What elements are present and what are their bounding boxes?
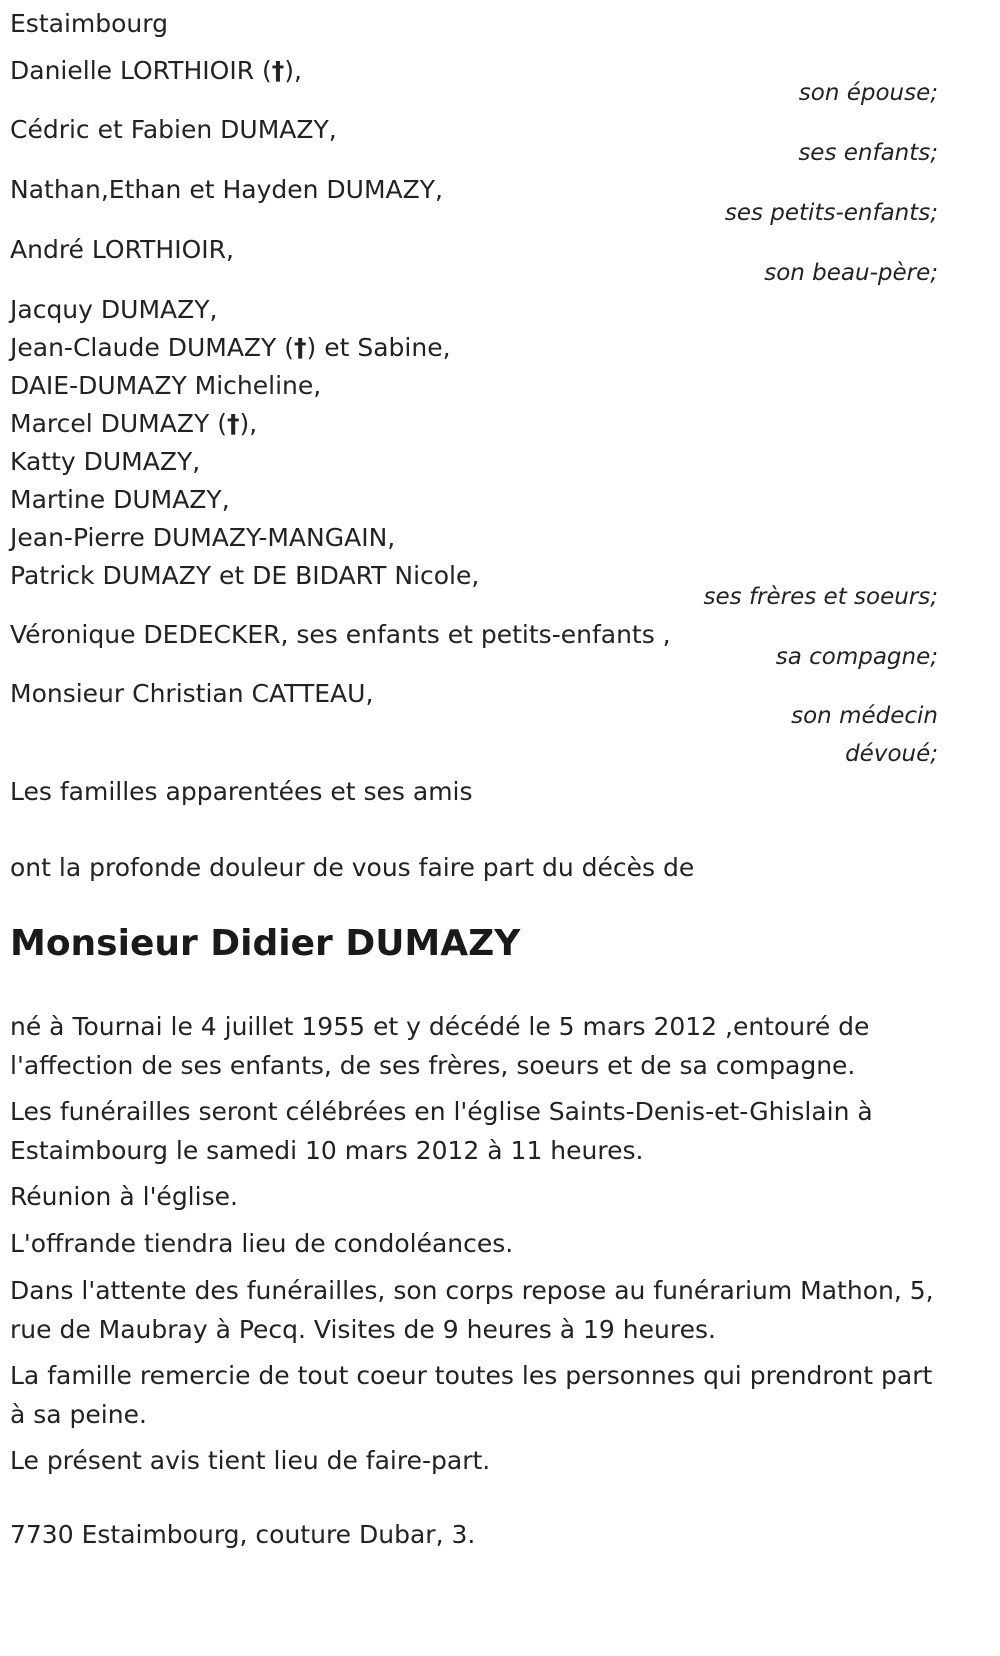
partner-role: sa compagne;	[775, 644, 938, 670]
partner-names: Véronique DEDECKER, ses enfants et petits-enfants ,	[10, 620, 671, 649]
sibling-martine: Martine DUMAZY,	[10, 485, 230, 514]
funeral-paragraph: Les funérailles seront célébrées en l'église Saints-Denis-et-Ghislain à Estaimbourg le samedi 10 mars 2012 à 11 heures.	[10, 1097, 873, 1165]
doctor-role-line-1: son médecin	[791, 703, 938, 729]
town-heading: Estaimbourg	[10, 9, 168, 38]
sibling-jean-pierre: Jean-Pierre DUMAZY-MANGAIN,	[10, 523, 396, 552]
deceased-name: Monsieur Didier DUMAZY	[10, 923, 521, 964]
sibling-jacquy: Jacquy DUMAZY,	[10, 295, 218, 324]
children-role: ses enfants;	[798, 140, 938, 166]
cross-icon: †	[226, 409, 240, 438]
spouse-name: Danielle LORTHIOIR (	[10, 56, 272, 85]
offering-paragraph: L'offrande tiendra lieu de condoléances.	[10, 1229, 514, 1258]
grandchildren-names: Nathan,Ethan et Hayden DUMAZY,	[10, 175, 443, 204]
father-in-law-role: son beau-père;	[764, 260, 938, 286]
meeting-paragraph: Réunion à l'église.	[10, 1182, 238, 1211]
spouse-role: son épouse;	[798, 80, 938, 106]
notice-paragraph: Le présent avis tient lieu de faire-part.	[10, 1446, 491, 1475]
sibling-marcel	[10, 406, 257, 442]
sibling-katty: Katty DUMAZY,	[10, 447, 201, 476]
sibling-micheline: DAIE-DUMAZY Micheline,	[10, 371, 322, 400]
sibling-marcel-end: ),	[239, 409, 258, 438]
families-line: Les familles apparentées et ses amis	[10, 777, 473, 806]
sibling-patrick: Patrick DUMAZY et DE BIDART Nicole,	[10, 561, 480, 590]
funerarium-paragraph: Dans l'attente des funérailles, son corps repose au funérarium Mathon, 5, rue de Maubray à Pecq. Visites de 9 heures à 19 heures.	[10, 1276, 934, 1344]
sibling-jean-claude-end: ) et Sabine,	[306, 333, 451, 362]
thanks-paragraph: La famille remercie de tout coeur toutes les personnes qui prendront part à sa peine.	[10, 1361, 933, 1429]
grandchildren-role: ses petits-enfants;	[724, 200, 938, 226]
spouse-names	[10, 53, 302, 89]
cross-icon: †	[294, 333, 307, 362]
spouse-name-end: ),	[284, 56, 302, 85]
siblings-role: ses frères et soeurs;	[703, 584, 938, 610]
sibling-jean-claude	[10, 330, 451, 366]
sibling-jean-claude-name: Jean-Claude DUMAZY (	[10, 333, 295, 362]
doctor-role-line-2: dévoué;	[845, 741, 938, 767]
announcement-line: ont la profonde douleur de vous faire part du décès de	[10, 853, 695, 882]
address-line: 7730 Estaimbourg, couture Dubar, 3.	[10, 1520, 476, 1549]
children-names: Cédric et Fabien DUMAZY,	[10, 115, 337, 144]
doctor-name: Monsieur Christian CATTEAU,	[10, 679, 374, 708]
cross-icon: †	[271, 56, 285, 85]
birth-death-paragraph: né à Tournai le 4 juillet 1955 et y décédé le 5 mars 2012 ,entouré de l'affection de ses enfants, de ses frères, soeurs et de sa compagne.	[10, 1012, 870, 1080]
father-in-law-name: André LORTHIOIR,	[10, 235, 234, 264]
sibling-marcel-name: Marcel DUMAZY (	[10, 409, 227, 438]
